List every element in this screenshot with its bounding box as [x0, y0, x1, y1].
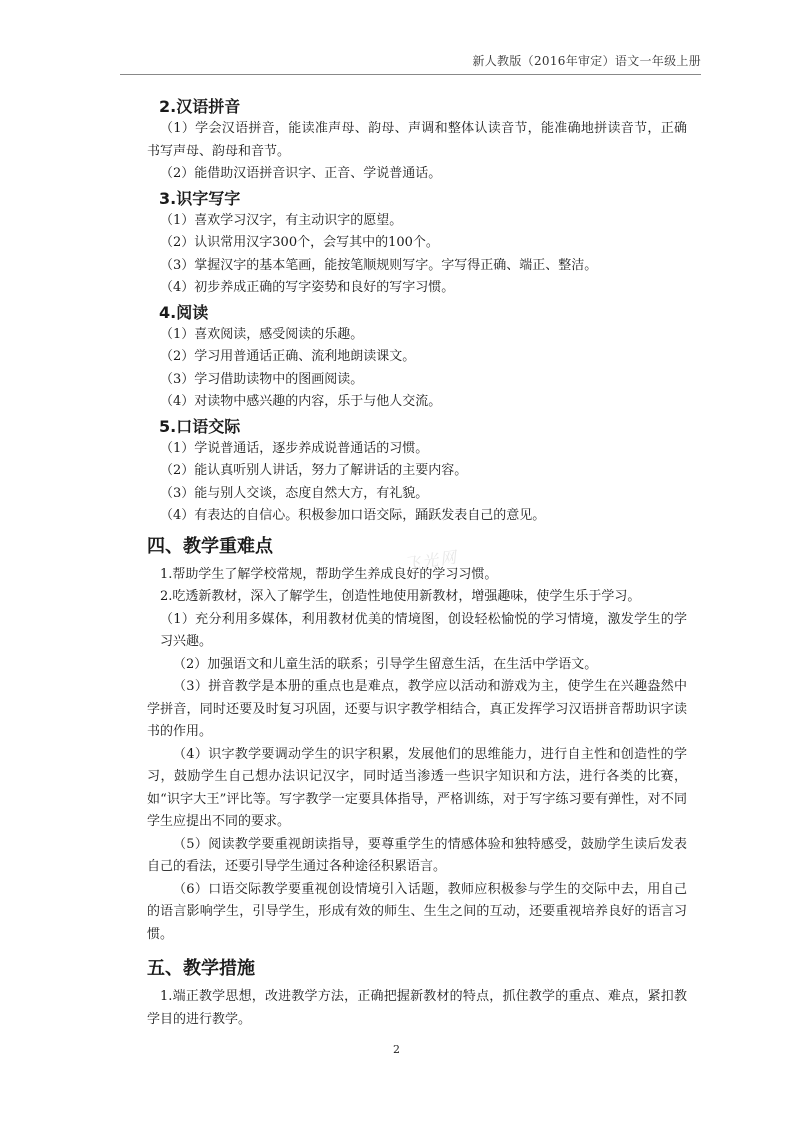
paragraph: 2.吃透新教材，深入了解学生，创造性地使用新教材，增强趣味，使学生乐于学习。: [160, 589, 641, 604]
paragraph: （1）充分利用多媒体，利用教材优美的情境图，创设轻松愉悦的学习情境，激发学生的学习兴趣。: [160, 611, 687, 649]
paragraph: （2）加强语文和儿童生活的联系；引导学生留意生活，在生活中学语文。: [173, 656, 598, 672]
paragraph: （1）喜欢阅读，感受阅读的乐趣。: [160, 326, 364, 342]
watermark: 飞光网: [403, 547, 460, 574]
paragraph: （5）阅读教学要重视朗读指导，要尊重学生的情感体验和独特感受，鼓励学生读后发表自己的看法，还要引导学生通过各种途径积累语言。: [147, 836, 687, 874]
paragraph: （3）学习借助读物中的图画阅读。: [160, 371, 364, 387]
paragraph: （1）学说普通话，逐步养成说普通话的习惯。: [160, 440, 429, 456]
paragraph: （3）能与别人交谈，态度自然大方，有礼貌。: [160, 485, 429, 501]
heading-literacy: 3.识字写字: [159, 188, 241, 208]
page-number: 2: [393, 1043, 400, 1056]
paragraph: （3）掌握汉字的基本笔画，能按笔顺规则写字。字写得正确、端正、整洁。: [160, 257, 598, 273]
heading-reading: 4.阅读: [159, 302, 209, 322]
paragraph: （1）喜欢学习汉字，有主动识字的愿望。: [160, 212, 403, 228]
body-content: [147, 94, 687, 1031]
paragraph: （1）学会汉语拼音，能读准声母、韵母、声调和整体认读音节，能准确地拼读音节，正确书写声母、韵母和音节。: [147, 121, 687, 159]
running-header: 新人教版（2016年审定）语文一年级上册: [472, 54, 701, 68]
paragraph: （4）有表达的自信心。积极参加口语交际，踊跃发表自己的意见。: [160, 508, 546, 523]
paragraph: 1.端正教学思想，改进教学方法，正确把握新教材的特点，抓住教学的重点、难点，紧扣教学目的进行教学。: [147, 989, 687, 1027]
paragraph: （2）能借助汉语拼音识字、正音、学说普通话。: [160, 166, 442, 181]
heading-measures: 五、教学措施: [147, 958, 255, 979]
paragraph: （4）对读物中感兴趣的内容，乐于与他人交流。: [160, 394, 442, 409]
paragraph: （4）初步养成正确的写字姿势和良好的写字习惯。: [160, 280, 455, 295]
header-rule: [120, 74, 701, 75]
paragraph: （3）拼音教学是本册的重点也是难点，教学应以活动和游戏为主，使学生在兴趣盎然中学拼音，同时还要及时复习巩固，还要与识字教学相结合，真正发挥学习汉语拼音帮助识字读书的作用。: [147, 679, 687, 739]
paragraph: （2）认识常用汉字300个，会写其中的100个。: [160, 235, 439, 250]
heading-oral: 5.口语交际: [159, 416, 241, 436]
paragraph: （4）识字教学要调动学生的识字积累，发展他们的思维能力，进行自主性和创造性的学习，鼓励学生自己想办法识记汉字，同时适当渗透一些识字知识和方法，进行各类的比赛，如“识字大王”评比等。写字教学一定要具体指导，严格训练，对于写字练习要有弹性，对不同学生应提出不同的要求。: [147, 746, 687, 829]
paragraph: （2）能认真听别人讲话，努力了解讲话的主要内容。: [160, 463, 468, 478]
heading-key-points: 四、教学重难点: [147, 535, 273, 557]
paragraph: （2）学习用普通话正确、流利地朗读课文。: [160, 349, 416, 364]
paragraph: （6）口语交际教学要重视创设情境引入话题，教师应积极参与学生的交际中去，用自己的语言影响学生，引导学生，形成有效的师生、生生之间的互动，还要重视培养良好的语言习惯。: [147, 881, 687, 942]
paragraph: 1.帮助学生了解学校常规，帮助学生养成良好的学习习惯。: [160, 566, 498, 582]
heading-pinyin: 2.汉语拼音: [159, 97, 241, 116]
